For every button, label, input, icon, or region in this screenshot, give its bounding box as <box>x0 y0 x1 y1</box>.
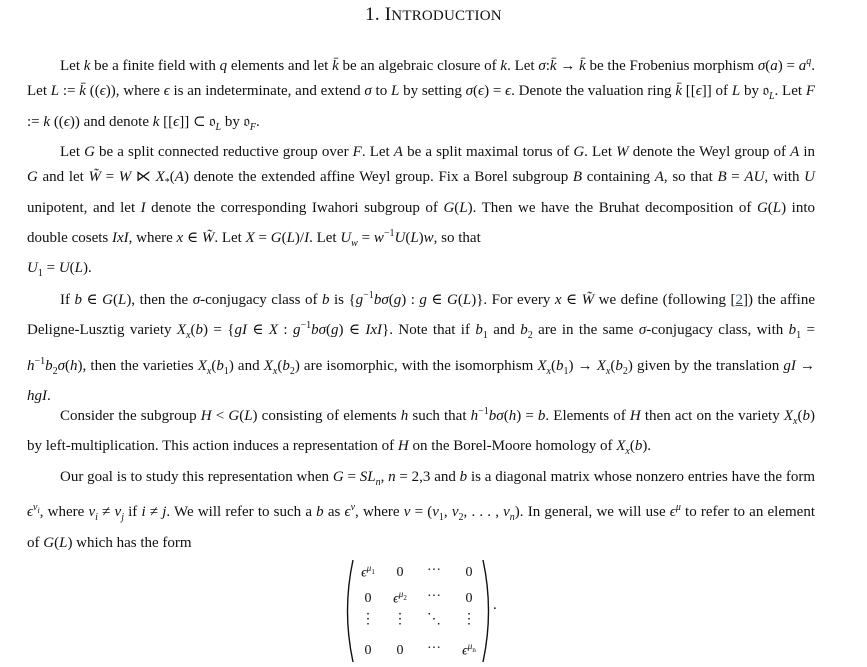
paragraph-1: Let k be a finite field with q elements and let k̄ be an algebraic closure of k. Let σ:k̄ → k̄ be the Frobenius morphism $\sigma(a) = a^q$. Let L := k̄ ((ϵ)), where ϵ is an indeterminate, and extend σ to L by setting σ(ϵ) = ϵ. Denote the valuation ring k̄ [[ϵ]] of L by 𝔬$_L$. Let F := k ((ϵ)) and denote k [[ϵ]] ⊂ 𝔬$_L$ by 𝔬$_F$. <box>27 56 815 133</box>
matrix-cell-2-2: $\epsilon^{\mu_2}$ <box>393 589 407 607</box>
matrix-cell-4-4: $\epsilon^{\mu_n}$ <box>462 641 476 659</box>
matrix-cell-3-3: ⋱ <box>427 612 441 627</box>
matrix-cell-4-1: 0 <box>364 643 372 658</box>
matrix-cell-3-4: ⋮ <box>462 612 476 627</box>
matrix-cell-3-2: ⋮ <box>393 612 407 627</box>
paragraph-4: Consider the subgroup H < G(L) consisting of elements h such that $h^{-1}b\sigma(h) = b$. Elements of H then act on the variety $X_x(b)$ by left-multiplication. This action induces a representation of H on the Borel-Moore homology of $X_x(b)$. <box>27 406 815 458</box>
citation-link[interactable]: 2 <box>735 292 743 308</box>
diagonal-matrix <box>343 557 503 665</box>
paragraph-3: If b ∈ G(L), then the σ-conjugacy class of b is {$g^{-1}b\sigma(g)$ : g ∈ G(L)}. For every x ∈ W̃ we define (following [2]) the affine Deligne-Lusztig variety $X_x(b) = \{gI$ ∈ X : $g^{-1}b\sigma(g)$ ∈ IxI}. Note that if $b_1$ and $b_2$ are in the same σ-conjugacy class, with $b_1 = h^{-1}b_2\sigma(h)$, then the varieties $X_x(b_1)$ and $X_x(b_2)$ are isomorphic, with the isomorphism $X_x(b_1) \to X_x(b_2)$ given by the translation gI → hgI. <box>27 290 815 404</box>
matrix-cell-1-2: 0 <box>396 565 404 580</box>
paragraph-2: Let G be a split connected reductive group over F. Let A be a split maximal torus of G. Let W denote the Weyl group of A in G and let W̃ = W ⋉ $X_*(A)$ denote the extended affine Weyl group. Fix a Borel subgroup B containing A, so that B = AU, with U unipotent, and let I denote the corresponding Iwahori subgroup of G(L). Then we have the Bruhat decomposition of G(L) into double cosets IxI, where x ∈ W̃. Let X = G(L)/I. Let $U_w = w^{-1}U(L)w$, so that $U_1 = U(L)$. <box>27 144 816 280</box>
matrix-cell-4-3: ··· <box>427 641 441 656</box>
matrix-period: . <box>493 597 497 613</box>
matrix-cell-1-4: 0 <box>465 565 473 580</box>
section-title: 1. INTRODUCTION <box>365 4 502 25</box>
matrix-cell-2-1: 0 <box>364 591 372 606</box>
matrix-cell-1-1: $\epsilon^{\mu_1}$ <box>361 563 375 581</box>
matrix-cell-2-3: ··· <box>427 589 441 604</box>
matrix-cell-2-4: 0 <box>465 591 473 606</box>
paragraph-5: Our goal is to study this representation when $G = SL_n$, n = 2,3 and b is a diagonal matrix whose nonzero entries have the form $\epsilon^{\nu_i}$, where $\nu_i \ne \nu_j$ if i ≠ j. We will refer to such a b as $\epsilon^\nu$, where $\nu = (\nu_1$, $\nu_2$, . . . , $\nu_n$). In general, we will use $\epsilon^\mu$ to refer to an element of G(L) which has the form <box>27 469 815 551</box>
matrix-cell-3-1: ⋮ <box>361 612 375 627</box>
matrix-cell-4-2: 0 <box>396 643 404 658</box>
matrix-cell-1-3: ··· <box>427 563 441 578</box>
